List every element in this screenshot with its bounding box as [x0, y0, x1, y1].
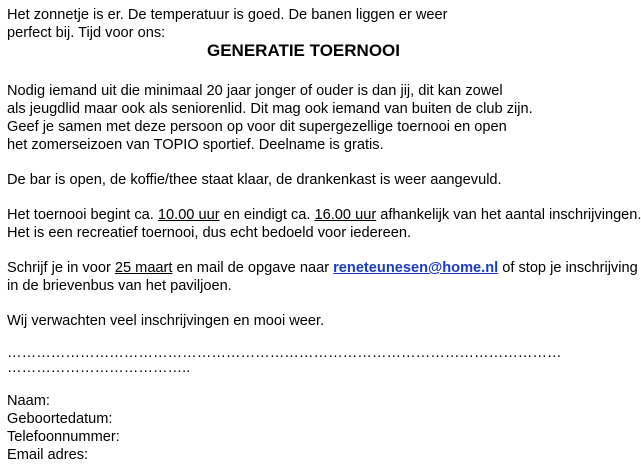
para4-text-c: of stop je inschrijving — [498, 260, 638, 276]
para1-line-1: Nodig iemand uit die minimaal 20 jaar jonger of ouder is dan jij, dit kan zowel — [7, 83, 503, 99]
para3-text-a: Het toernooi begint ca. — [7, 207, 158, 223]
start-time: 10.00 uur — [157, 207, 220, 223]
end-time: 16.00 uur — [314, 207, 377, 223]
separator-line-1: …………………………………………………………………………………………………… — [7, 345, 562, 361]
para4-text-b: en mail de opgave naar — [172, 260, 334, 276]
para2-line-1: De bar is open, de koffie/thee staat klaar, de drankenkast is weer aangevuld. — [7, 172, 502, 188]
page-title: GENERATIE TOERNOOI — [206, 41, 400, 60]
form-phone-label: Telefoonnummer: — [7, 429, 120, 445]
para3-text-b: en eindigt ca. — [219, 207, 315, 223]
para3-line-1 — [7, 206, 641, 224]
para4-line-2: in de brievenbus van het paviljoen. — [7, 278, 232, 294]
intro-line-2: perfect bij. Tijd voor ons: — [7, 25, 166, 41]
email-link[interactable]: reneteunesen@home.nl — [333, 260, 499, 276]
para4-text-a: Schrijf je in voor — [7, 260, 115, 276]
para4-line-1 — [7, 259, 638, 277]
para1-line-2: als jeugdlid maar ook als seniorenlid. Dit mag ook iemand van buiten de club zijn. — [7, 101, 533, 117]
form-dob-label: Geboortedatum: — [7, 411, 113, 427]
para1-line-3: Geef je samen met deze persoon op voor dit supergezellige toernooi en open — [7, 119, 507, 135]
para5-line-1: Wij verwachten veel inschrijvingen en mooi weer. — [7, 313, 325, 329]
para1-line-4: het zomerseizoen van TOPIO sportief. Deelname is gratis. — [7, 137, 384, 153]
form-email-label: Email adres: — [7, 447, 89, 463]
intro-line-1: Het zonnetje is er. De temperatuur is goed. De banen liggen er weer — [7, 7, 448, 23]
signup-deadline: 25 maart — [114, 260, 173, 276]
para3-line-2: Het is een recreatief toernooi, dus echt bedoeld voor iedereen. — [7, 225, 412, 241]
form-name-label: Naam: — [7, 393, 50, 409]
separator-line-2: ……………………………….. — [7, 360, 191, 376]
para3-text-c: afhankelijk van het aantal inschrijvingen. — [376, 207, 641, 223]
